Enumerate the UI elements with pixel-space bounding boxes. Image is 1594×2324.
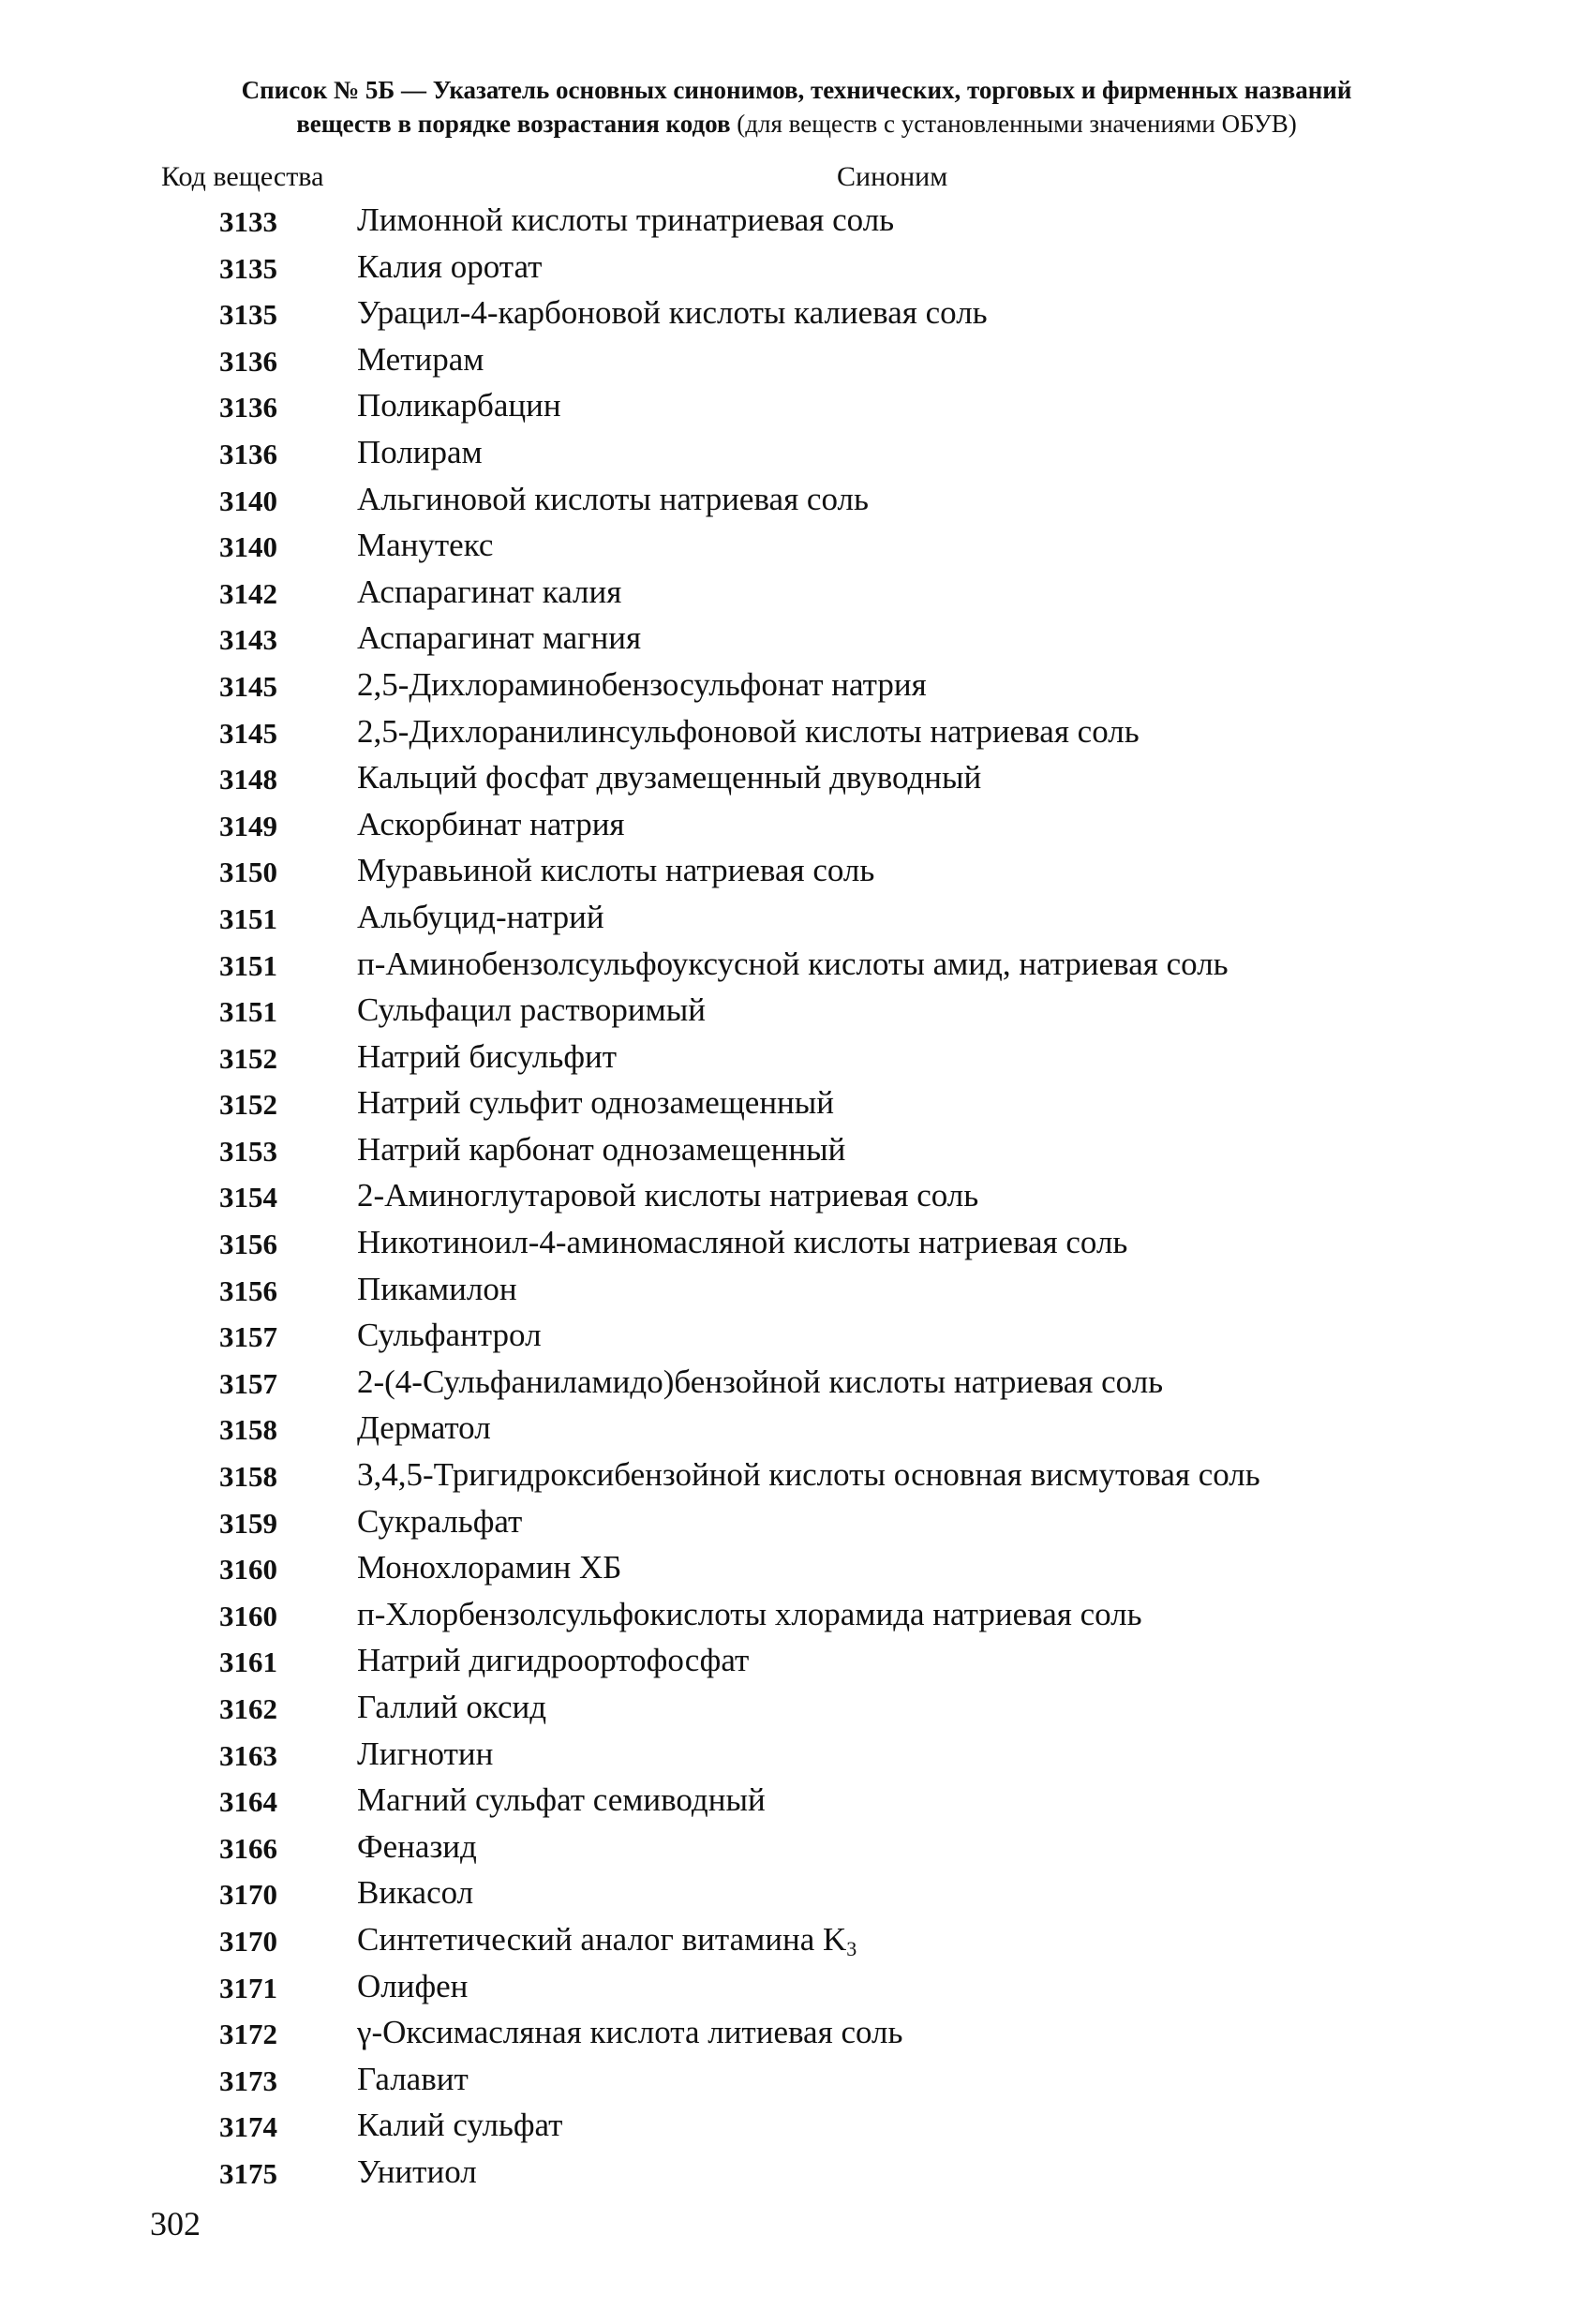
list-item bbox=[0, 1596, 1594, 1643]
synonym-label: Викасол bbox=[357, 1874, 474, 1912]
substance-code: 3140 bbox=[219, 530, 277, 564]
synonym-label: Унитиол bbox=[357, 2153, 477, 2190]
synonym-text bbox=[357, 1503, 522, 1541]
synonym-label: Никотиноил-4-аминомасляной кислоты натриевая соль bbox=[357, 1224, 1128, 1261]
synonym-label: п-Аминобензолсульфоуксусной кислоты амид, натриевая соль bbox=[357, 945, 1229, 982]
substance-code: 3135 bbox=[219, 298, 277, 332]
list-item bbox=[0, 1224, 1594, 1271]
synonym-text bbox=[357, 1363, 1163, 1401]
list-item bbox=[0, 619, 1594, 666]
synonym-label: Муравьиной кислоты натриевая соль bbox=[357, 852, 875, 889]
synonym-text bbox=[357, 713, 1140, 751]
list-item bbox=[0, 1781, 1594, 1828]
column-header-code: Код вещества bbox=[161, 161, 324, 192]
list-item bbox=[0, 759, 1594, 806]
list-item bbox=[0, 1456, 1594, 1503]
synonym-text bbox=[357, 2061, 469, 2098]
list-item bbox=[0, 2061, 1594, 2108]
list-item bbox=[0, 1271, 1594, 1318]
list-item bbox=[0, 434, 1594, 481]
synonym-label: Калия оротат bbox=[357, 247, 543, 285]
synonym-text bbox=[357, 1131, 845, 1169]
substance-code: 3160 bbox=[219, 1599, 277, 1632]
synonym-text bbox=[357, 1596, 1142, 1633]
list-item bbox=[0, 1409, 1594, 1456]
synonym-text bbox=[357, 341, 484, 379]
synonym-label: Калий сульфат bbox=[357, 2107, 563, 2144]
synonym-label: Синтетический аналог витамина K bbox=[357, 1920, 847, 1958]
substance-code: 3145 bbox=[219, 669, 277, 703]
substance-code: 3151 bbox=[219, 901, 277, 935]
substance-code: 3149 bbox=[219, 809, 277, 842]
synonym-text bbox=[357, 619, 641, 657]
synonym-label: Галавит bbox=[357, 2060, 469, 2097]
synonym-label: Аспарагинат магния bbox=[357, 619, 642, 657]
synonym-text bbox=[357, 527, 493, 564]
synonym-text bbox=[357, 1968, 468, 2005]
synonym-text bbox=[357, 1317, 542, 1354]
substance-code: 3136 bbox=[219, 391, 277, 425]
list-item bbox=[0, 481, 1594, 528]
synonym-label: Натрий карбонат однозамещенный bbox=[357, 1130, 846, 1168]
synonym-label: Натрий сульфит однозамещенный bbox=[357, 1084, 835, 1122]
synonym-label: Урацил-4-карбоновой кислоты калиевая соль bbox=[357, 294, 988, 332]
synonym-text bbox=[357, 1828, 477, 1866]
list-item bbox=[0, 248, 1594, 295]
substance-code: 3156 bbox=[219, 1228, 277, 1261]
synonym-text bbox=[357, 1084, 834, 1122]
list-item bbox=[0, 1038, 1594, 1085]
substance-code: 3154 bbox=[219, 1181, 277, 1214]
substance-code: 3157 bbox=[219, 1366, 277, 1400]
synonym-label: 2,5-Дихлораминобензосульфонат натрия bbox=[357, 665, 927, 703]
synonym-label: 3,4,5-Тригидроксибензойной кислоты основная висмутовая соль bbox=[357, 1456, 1260, 1494]
synonym-text bbox=[357, 666, 927, 704]
substance-code: 3142 bbox=[219, 576, 277, 610]
substance-code: 3162 bbox=[219, 1692, 277, 1725]
synonym-text bbox=[357, 1736, 493, 1773]
synonym-text bbox=[357, 2014, 902, 2051]
substance-code: 3133 bbox=[219, 205, 277, 238]
synonym-text bbox=[357, 899, 604, 936]
substance-code: 3135 bbox=[219, 251, 277, 285]
substance-code: 3148 bbox=[219, 763, 277, 797]
synonym-label: Сульфацил растворимый bbox=[357, 991, 707, 1029]
substance-code: 3166 bbox=[219, 1831, 277, 1865]
substance-code: 3156 bbox=[219, 1274, 277, 1307]
substance-code: 3140 bbox=[219, 484, 277, 517]
synonym-label: Дерматол bbox=[357, 1409, 491, 1447]
title-line-2 bbox=[141, 107, 1452, 141]
list-item bbox=[0, 1642, 1594, 1689]
synonym-label: Сукральфат bbox=[357, 1502, 523, 1540]
synonym-text bbox=[357, 946, 1229, 983]
synonym-text bbox=[357, 2153, 477, 2191]
list-item bbox=[0, 666, 1594, 713]
substance-code: 3164 bbox=[219, 1785, 277, 1819]
synonym-text bbox=[357, 201, 894, 239]
substance-code: 3170 bbox=[219, 1878, 277, 1912]
synonym-label: Магний сульфат семиводный bbox=[357, 1781, 766, 1819]
synonym-text bbox=[357, 1642, 749, 1679]
list-item bbox=[0, 2107, 1594, 2153]
synonym-text bbox=[357, 1224, 1127, 1261]
synonym-label: Аскорбинат натрия bbox=[357, 805, 625, 842]
synonym-text bbox=[357, 806, 625, 843]
synonym-text bbox=[357, 1781, 766, 1819]
substance-code: 3160 bbox=[219, 1553, 277, 1587]
list-item bbox=[0, 2153, 1594, 2200]
title-line-2-normal: (для веществ с установленными значениями ОБУВ) bbox=[737, 110, 1297, 138]
synonym-text bbox=[357, 1874, 473, 1912]
substance-code: 3143 bbox=[219, 623, 277, 657]
substance-code: 3145 bbox=[219, 716, 277, 750]
list-item bbox=[0, 899, 1594, 946]
substance-code: 3157 bbox=[219, 1320, 277, 1354]
list-item bbox=[0, 991, 1594, 1038]
synonym-label: γ-Оксимасляная кислота литиевая соль bbox=[357, 2014, 903, 2051]
list-item bbox=[0, 713, 1594, 760]
synonym-label: Натрий дигидроортофосфат bbox=[357, 1642, 750, 1679]
list-item bbox=[0, 1363, 1594, 1410]
substance-code: 3161 bbox=[219, 1646, 277, 1679]
title-line-2-bold: веществ в порядке возрастания кодов bbox=[296, 110, 737, 138]
synonym-text bbox=[357, 387, 561, 425]
substance-code: 3158 bbox=[219, 1413, 277, 1447]
substance-code: 3170 bbox=[219, 1924, 277, 1958]
substance-code: 3151 bbox=[219, 948, 277, 982]
substance-code: 3174 bbox=[219, 2110, 277, 2144]
synonym-text bbox=[357, 852, 874, 889]
list-item bbox=[0, 387, 1594, 434]
synonym-text bbox=[357, 1549, 621, 1587]
synonym-text bbox=[357, 1038, 617, 1076]
synonym-label: Пикамилон bbox=[357, 1270, 517, 1307]
synonym-label: 2,5-Дихлоранилинсульфоновой кислоты натриевая соль bbox=[357, 712, 1140, 750]
synonym-label: Сульфантрол bbox=[357, 1317, 542, 1354]
synonym-text bbox=[357, 434, 483, 471]
synonym-label: Поликарбацин bbox=[357, 387, 561, 425]
list-item bbox=[0, 2014, 1594, 2061]
synonym-label: Галлий оксид bbox=[357, 1689, 547, 1725]
synonym-text bbox=[357, 294, 988, 332]
list-item bbox=[0, 1968, 1594, 2015]
substance-code: 3136 bbox=[219, 344, 277, 378]
synonym-label: Олифен bbox=[357, 1967, 469, 2004]
synonym-text bbox=[357, 481, 869, 518]
list-item bbox=[0, 1874, 1594, 1921]
list-item bbox=[0, 574, 1594, 620]
synonym-label: Альгиновой кислоты натриевая соль bbox=[357, 480, 869, 517]
synonym-label: Аспарагинат калия bbox=[357, 573, 622, 610]
synonym-label: п-Хлорбензолсульфокислоты хлорамида натриевая соль bbox=[357, 1595, 1142, 1632]
substance-code: 3158 bbox=[219, 1460, 277, 1494]
synonym-label: Натрий бисульфит bbox=[357, 1037, 618, 1075]
synonym-label: Метирам bbox=[357, 340, 484, 378]
synonym-text bbox=[357, 1271, 517, 1308]
list-item bbox=[0, 946, 1594, 992]
substance-code: 3159 bbox=[219, 1506, 277, 1540]
substance-code: 3152 bbox=[219, 1041, 277, 1075]
synonym-label: Полирам bbox=[357, 433, 483, 470]
list-item bbox=[0, 1503, 1594, 1550]
synonym-text bbox=[357, 1409, 491, 1447]
substance-code: 3175 bbox=[219, 2156, 277, 2190]
substance-code: 3153 bbox=[219, 1134, 277, 1168]
synonym-label: Монохлорамин ХБ bbox=[357, 1549, 622, 1587]
list-item bbox=[0, 1828, 1594, 1875]
list-item bbox=[0, 527, 1594, 574]
synonym-label: Феназид bbox=[357, 1827, 477, 1865]
substance-code: 3152 bbox=[219, 1088, 277, 1122]
list-item bbox=[0, 1131, 1594, 1178]
substance-code: 3163 bbox=[219, 1738, 277, 1772]
synonym-subscript: 3 bbox=[846, 1936, 857, 1960]
substance-code: 3173 bbox=[219, 2063, 277, 2097]
list-item bbox=[0, 1689, 1594, 1736]
synonym-text bbox=[357, 991, 706, 1029]
title-line-1: Список № 5Б — Указатель основных синонимов, технических, торговых и фирменных названий bbox=[241, 76, 1352, 104]
synonym-text bbox=[357, 1456, 1260, 1494]
synonym-label: 2-Аминоглутаровой кислоты натриевая соль bbox=[357, 1177, 979, 1214]
list-item bbox=[0, 1084, 1594, 1131]
list-item bbox=[0, 1736, 1594, 1782]
column-header-synonym: Синоним bbox=[837, 161, 948, 192]
synonym-label: Лимонной кислоты тринатриевая соль bbox=[357, 201, 895, 238]
list-item bbox=[0, 806, 1594, 853]
synonym-label: Альбуцид-натрий bbox=[357, 898, 604, 935]
list-item bbox=[0, 341, 1594, 388]
synonym-text bbox=[357, 248, 542, 286]
synonym-text bbox=[357, 1689, 546, 1726]
list-item bbox=[0, 852, 1594, 899]
substance-code: 3151 bbox=[219, 995, 277, 1029]
synonym-label: Лигнотин bbox=[357, 1735, 494, 1772]
substance-code: 3171 bbox=[219, 1971, 277, 2004]
substance-code: 3150 bbox=[219, 856, 277, 889]
list-item bbox=[0, 201, 1594, 248]
synonym-text bbox=[357, 2107, 562, 2144]
list-item bbox=[0, 1177, 1594, 1224]
synonym-list bbox=[0, 201, 1594, 2200]
synonym-text bbox=[357, 759, 981, 797]
substance-code: 3172 bbox=[219, 2018, 277, 2051]
substance-code: 3136 bbox=[219, 437, 277, 470]
synonym-label: 2-(4-Сульфаниламидо)бензойной кислоты натриевая соль bbox=[357, 1363, 1164, 1400]
synonym-label: Кальций фосфат двузамещенный двуводный bbox=[357, 759, 982, 797]
list-item bbox=[0, 1921, 1594, 1968]
synonym-text bbox=[357, 574, 621, 611]
list-item bbox=[0, 294, 1594, 341]
page-number: 302 bbox=[150, 2205, 201, 2242]
synonym-text bbox=[357, 1921, 857, 1961]
list-item bbox=[0, 1317, 1594, 1363]
synonym-label: Манутекс bbox=[357, 527, 494, 564]
synonym-text bbox=[357, 1177, 978, 1214]
page-title bbox=[141, 73, 1452, 141]
list-item bbox=[0, 1549, 1594, 1596]
